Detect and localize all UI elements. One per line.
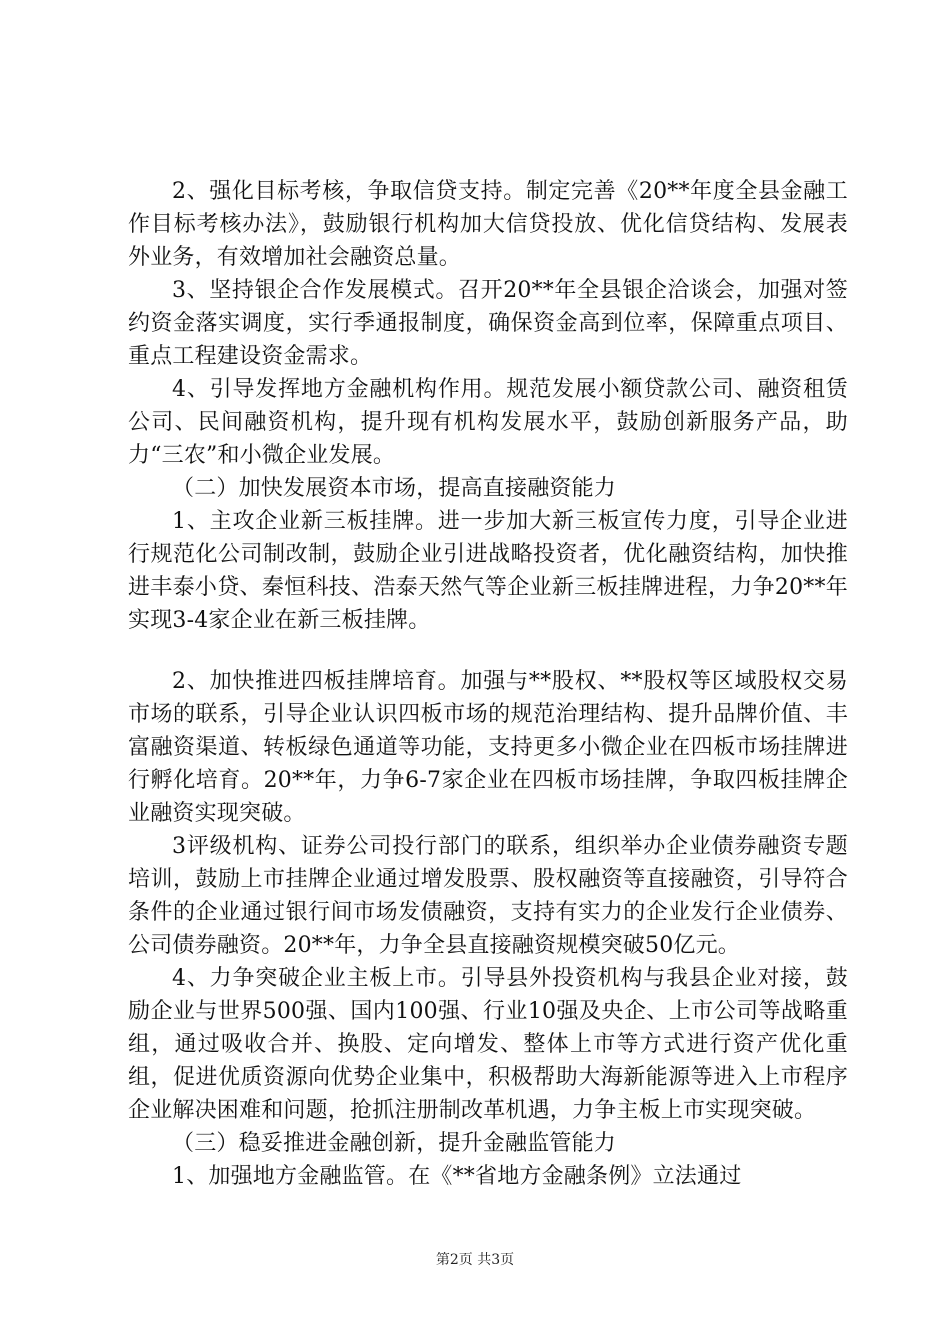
paragraph-local-supervision: 1、加强地方金融监管。在《**省地方金融条例》立法通过 bbox=[172, 1164, 742, 1189]
section-heading-financial-innovation: （三）稳妥推进金融创新，提升金融监管能力 bbox=[172, 1131, 617, 1156]
page-number: 第2页 共3页 bbox=[435, 1252, 515, 1268]
page-footer bbox=[0, 1250, 950, 1270]
section-heading-capital-market: （二）加快发展资本市场，提高直接融资能力 bbox=[172, 476, 617, 501]
paragraph-main-board: 4、力争突破企业主板上市。引导县外投资机构与我县企业对接，鼓励企业与世界500强、国内100强、行业10强及央企、上市公司等战略重组，通过吸收合并、换股、定向增发、整体上市等方式进行资产优化重组，促进优质资源向优势企业集中，积极帮助大海新能源等进入上市程序企业解决困难和问题，抢抓注册制改革机遇，力争主板上市实现突破。 bbox=[128, 966, 848, 1123]
paragraph-credit-support: 2、强化目标考核，争取信贷支持。制定完善《20**年度全县金融工作目标考核办法》，鼓励银行机构加大信贷投放、优化信贷结构、发展表外业务，有效增加社会融资总量。 bbox=[128, 179, 848, 270]
document-body bbox=[128, 175, 848, 1193]
paragraph-bond-financing: 3评级机构、证券公司投行部门的联系，组织举办企业债券融资专题培训，鼓励上市挂牌企业通过增发股票、股权融资等直接融资，引导符合条件的企业通过银行间市场发债融资，支持有实力的企业发行企业债券、公司债券融资。20**年，力争全县直接融资规模突破50亿元。 bbox=[128, 834, 848, 958]
paragraph-gap bbox=[128, 637, 848, 665]
paragraph-local-finance: 4、引导发挥地方金融机构作用。规范发展小额贷款公司、融资租赁公司、民间融资机构，提升现有机构发展水平，鼓励创新服务产品，助力“三农”和小微企业发展。 bbox=[128, 377, 848, 468]
paragraph-new-third-board: 1、主攻企业新三板挂牌。进一步加大新三板宣传力度，引导企业进行规范化公司制改制，鼓励企业引进战略投资者，优化融资结构，加快推进丰泰小贷、秦恒科技、浩泰天然气等企业新三板挂牌进程，力争20**年实现3-4家企业在新三板挂牌。 bbox=[128, 509, 848, 633]
paragraph-bank-enterprise: 3、坚持银企合作发展模式。召开20**年全县银企洽谈会，加强对签约资金落实调度，实行季通报制度，确保资金高到位率，保障重点项目、重点工程建设资金需求。 bbox=[128, 278, 848, 369]
paragraph-fourth-board: 2、加快推进四板挂牌培育。加强与**股权、**股权等区域股权交易市场的联系，引导企业认识四板市场的规范治理结构、提升品牌价值、丰富融资渠道、转板绿色通道等功能，支持更多小微企业在四板市场挂牌进行孵化培育。20**年，力争6-7家企业在四板市场挂牌，争取四板挂牌企业融资实现突破。 bbox=[128, 669, 848, 826]
